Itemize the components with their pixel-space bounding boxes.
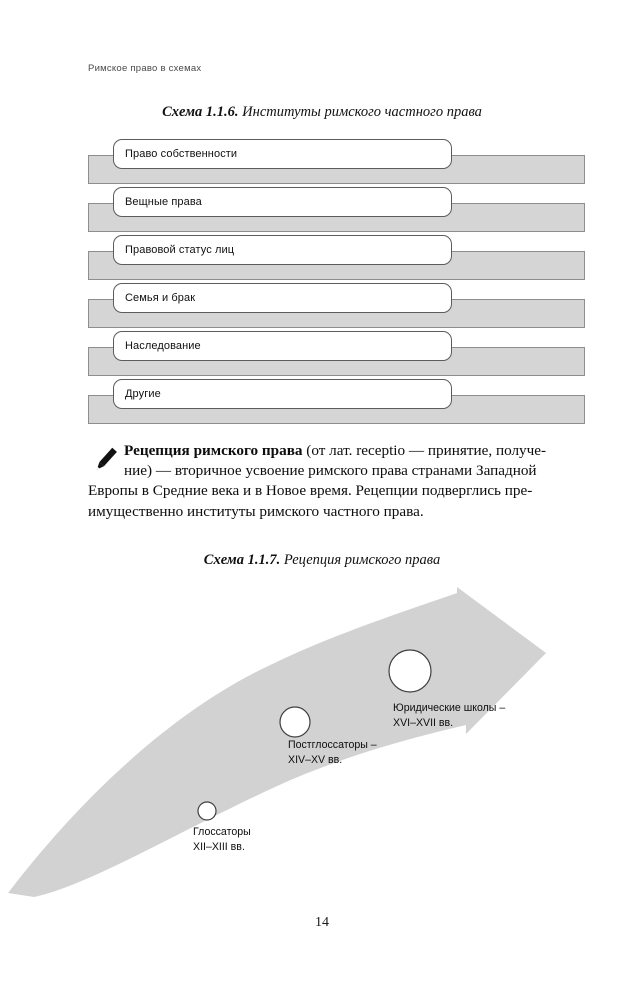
row-box <box>113 283 452 313</box>
label-glossators <box>193 825 251 854</box>
circle-glossators <box>198 802 216 820</box>
circle-law-schools <box>389 650 431 692</box>
definition-note <box>88 441 556 522</box>
row-box <box>113 331 452 361</box>
scheme-row-real-rights <box>88 187 585 232</box>
label-glossators-line1: Глоссаторы <box>193 826 251 838</box>
label-postglossators-line2: XIV–XV вв. <box>288 753 343 766</box>
row-label: Другие <box>125 388 161 400</box>
scheme-row-property <box>88 139 585 184</box>
row-label: Право собственности <box>125 148 238 160</box>
running-head: Римское право в схемах <box>88 63 202 74</box>
note-line-1: (от лат. receptio — принятие, получе- <box>302 442 547 459</box>
scheme-117-caption-number: Схема 1.1.7. <box>203 552 281 568</box>
label-law-schools-line1: Юридические школы – <box>393 702 506 714</box>
label-postglossators <box>288 738 377 767</box>
circle-postglossators <box>280 707 310 737</box>
note-term: Рецепция римского права <box>124 442 303 459</box>
row-label: Наследование <box>125 340 201 352</box>
label-law-schools-line2: XVI–XVII вв. <box>393 716 454 729</box>
scheme-row-inheritance <box>88 331 585 376</box>
scheme-116-caption <box>0 104 644 121</box>
row-box <box>113 139 452 169</box>
label-glossators-line2: XII–XIII вв. <box>193 840 245 853</box>
note-text <box>88 441 556 522</box>
note-line-4: имущественно институты римского частного права. <box>88 502 424 520</box>
row-label: Семья и брак <box>125 292 196 304</box>
pencil-icon <box>88 443 122 477</box>
scheme-117-caption <box>0 552 644 569</box>
scheme-116-caption-number: Схема 1.1.6. <box>162 104 239 120</box>
scheme-117-caption-title: Рецепция римского права <box>283 552 441 568</box>
row-label: Вещные права <box>125 196 202 208</box>
label-law-schools <box>393 701 505 730</box>
scheme-row-legal-status <box>88 235 585 280</box>
note-line-2: ние) — вторичное усвоение римского права странами Западной <box>124 462 537 480</box>
row-box <box>113 379 452 409</box>
scheme-row-others <box>88 379 585 424</box>
label-postglossators-line1: Постглоссаторы – <box>288 739 377 751</box>
note-line-3: Европы в Средние века и в Новое время. Рецепции подверглись пре- <box>88 482 533 500</box>
page-number: 14 <box>315 915 329 930</box>
row-box <box>113 235 452 265</box>
scheme-116-caption-title: Институты римского частного права <box>242 104 482 120</box>
row-box <box>113 187 452 217</box>
scheme-row-family <box>88 283 585 328</box>
row-label: Правовой статус лиц <box>125 244 235 256</box>
